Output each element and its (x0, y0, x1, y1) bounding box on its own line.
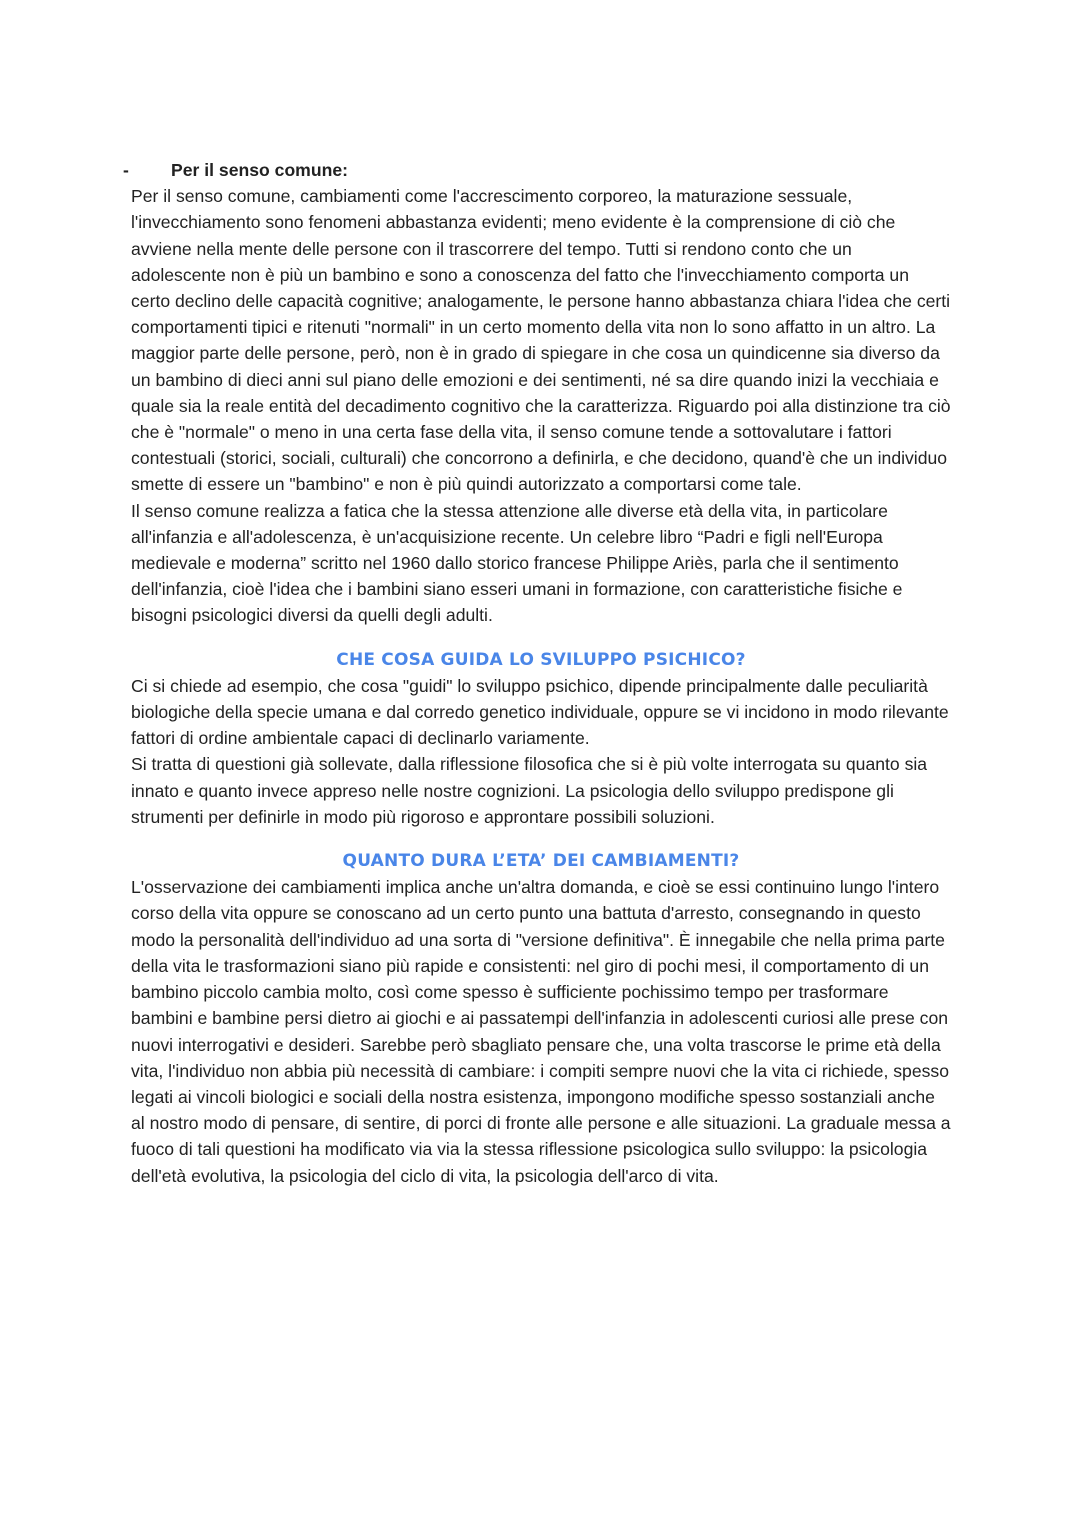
heading-text: Per il senso comune: (171, 160, 348, 180)
sviluppo-paragraph-2: Si tratta di questioni già sollevate, dalla riflessione filosofica che si è più volte interrogata su quanto sia innato e quanto invece appreso nelle nostre cognizioni. La psicologia dello sviluppo predispone gli strumenti per definirle in modo più rigoroso e approntare possibili soluzioni. (131, 754, 928, 827)
senso-comune-paragraph-2: Il senso comune realizza a fatica che la stessa attenzione alle diverse età della vita, in particolare all'infanzia e all'adolescenza, è un'acquisizione recente. Un celebre libro “Padri e figli nell'Europa medievale e moderna” scritto nel 1960 dallo storico francese Philippe Ariès, parla che il sentimento dell'infanzia, cioè l'idea che i bambini siano esseri umani in formazione, con caratteristiche fisiche e bisogni psicologici diversi da quelli degli adulti. (131, 500, 903, 626)
document-page (123, 157, 951, 1189)
section-senso-comune-heading (123, 157, 951, 183)
bullet-dash: - (123, 160, 129, 180)
section-heading-sviluppo-psichico: CHE COSA GUIDA LO SVILUPPO PSICHICO? (336, 649, 746, 670)
cambiamenti-paragraph-1: L'osservazione dei cambiamenti implica anche un'altra domanda, e cioè se essi continuino lungo l'intero corso della vita oppure se conoscano ad un certo punto una battuta d'arresto, consegnando in questo modo la personalità dell'individuo ad una sorta di "versione definitiva". È innegabile che nella prima parte della vita le trasformazioni siano più rapide e consistenti: nel giro di pochi mesi, il comportamento di un bambino piccolo cambia molto, così come spesso è sufficiente pochissimo tempo per trasformare bambini e bambine persi dietro ai giochi e ai passatempi dell'infanzia in adolescenti curiosi alle prese con nuovi interrogativi e desideri. Sarebbe però sbagliato pensare che, una volta trascorse le prime età della vita, l'individuo non abbia più necessità di cambiare: i compiti sempre nuovi che la vita ci richiede, spesso legati ai vincoli biologici e sociali della nostra esistenza, impongono modifiche spesso sostanziali anche al nostro modo di pensare, di sentire, di porci di fronte alle persone e alle situazioni. La graduale messa a fuoco di tali questioni ha modificato via via la stessa riflessione psicologica sullo sviluppo: la psicologia dell'età evolutiva, la psicologia del ciclo di vita, la psicologia dell'arco di vita. (131, 877, 951, 1186)
sviluppo-paragraph-1: Ci si chiede ad esempio, che cosa "guidi" lo sviluppo psichico, dipende principalmente dalle peculiarità biologiche della specie umana e dal corredo genetico individuale, oppure se vi incidono in modo rilevante fattori di ordine ambientale capaci di declinarlo variamente. (131, 675, 949, 749)
section-heading-eta-cambiamenti: QUANTO DURA L’ETA’ DEI CAMBIAMENTI? (342, 851, 740, 872)
senso-comune-paragraph-1: Per il senso comune, cambiamenti come l'accrescimento corporeo, la maturazione sessuale, l'invecchiamento sono fenomeni abbastanza evidenti; meno evidente è la comprensione di ciò che avviene nella mente delle persone con il trascorrere del tempo. Tutti si rendono conto che un adolescente non è più un bambino e sono a conoscenza del fatto che l'invecchiamento comporta un certo declino delle capacità cognitive; analogamente, le persone hanno abbastanza chiara l'idea che certi comportamenti tipici e ritenuti "normali" in un certo momento della vita non lo sono affatto in un altro. La maggior parte delle persone, però, non è in grado di spiegare in che cosa un quindicenne sia diverso da un bambino di dieci anni sul piano delle emozioni e dei sentimenti, né sa dire quando inizi la vecchiaia e quale sia la reale entità del decadimento cognitivo che la caratterizza. Riguardo poi alla distinzione tra ciò che è "normale" o meno in una certa fase della vita, il senso comune tende a sottovalutare i fattori contestuali (storici, sociali, culturali) che concorrono a definirla, e che decidono, quand'è che un individuo smette di essere un "bambino" e non è più quindi autorizzato a comportarsi come tale. (131, 186, 951, 495)
